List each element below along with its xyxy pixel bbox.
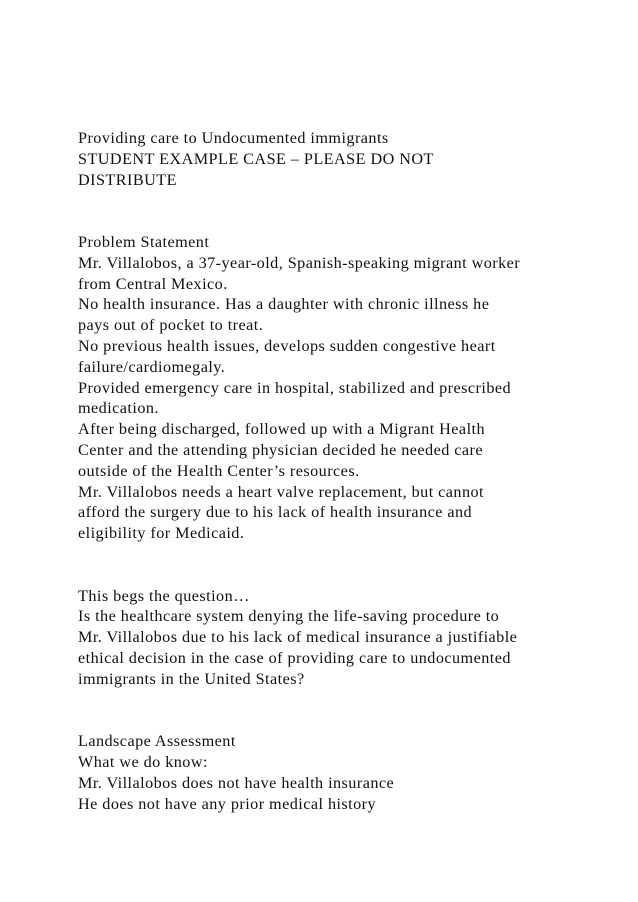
question-line: Is the healthcare system denying the life-saving procedure to xyxy=(78,607,500,626)
spacer xyxy=(78,190,618,232)
problem-line: After being discharged, followed up with a Migrant Health xyxy=(78,420,486,439)
problem-line: Provided emergency care in hospital, stabilized and prescribed xyxy=(78,378,512,397)
problem-line: Mr. Villalobos needs a heart valve replacement, but cannot xyxy=(78,482,485,501)
problem-line: Center and the attending physician decided he needed care xyxy=(78,440,483,459)
problem-line: pays out of pocket to treat. xyxy=(78,316,264,335)
problem-line: eligibility for Medicaid. xyxy=(78,524,245,543)
problem-heading: Problem Statement xyxy=(78,232,210,251)
landscape-line: What we do know: xyxy=(78,752,208,771)
document-title: Providing care to Undocumented immigrants xyxy=(78,129,389,147)
problem-line: No previous health issues, develops sudden congestive heart xyxy=(78,336,496,355)
problem-line: failure/cardiomegaly. xyxy=(78,357,226,376)
problem-line: No health insurance. Has a daughter with chronic illness he xyxy=(78,295,490,314)
landscape-line: Mr. Villalobos does not have health insurance xyxy=(78,773,395,792)
spacer xyxy=(78,544,618,586)
document-notice-line-1: STUDENT EXAMPLE CASE – PLEASE DO NOT xyxy=(78,149,434,168)
problem-line: outside of the Health Center’s resources. xyxy=(78,461,360,480)
document-notice-line-2: DISTRIBUTE xyxy=(78,170,177,189)
problem-line: from Central Mexico. xyxy=(78,274,228,293)
question-line: ethical decision in the case of providing care to undocumented xyxy=(78,648,511,667)
question-heading: This begs the question… xyxy=(78,586,250,605)
problem-line: medication. xyxy=(78,399,159,418)
problem-line: afford the surgery due to his lack of health insurance and xyxy=(78,503,473,522)
problem-line: Mr. Villalobos, a 37-year-old, Spanish-speaking migrant worker xyxy=(78,253,521,272)
question-line: Mr. Villalobos due to his lack of medical insurance a justifiable xyxy=(78,628,518,647)
question-line: immigrants in the United States? xyxy=(78,669,305,688)
landscape-line: He does not have any prior medical history xyxy=(78,794,377,813)
landscape-heading: Landscape Assessment xyxy=(78,732,236,751)
document-body xyxy=(78,128,618,814)
spacer xyxy=(78,690,618,732)
